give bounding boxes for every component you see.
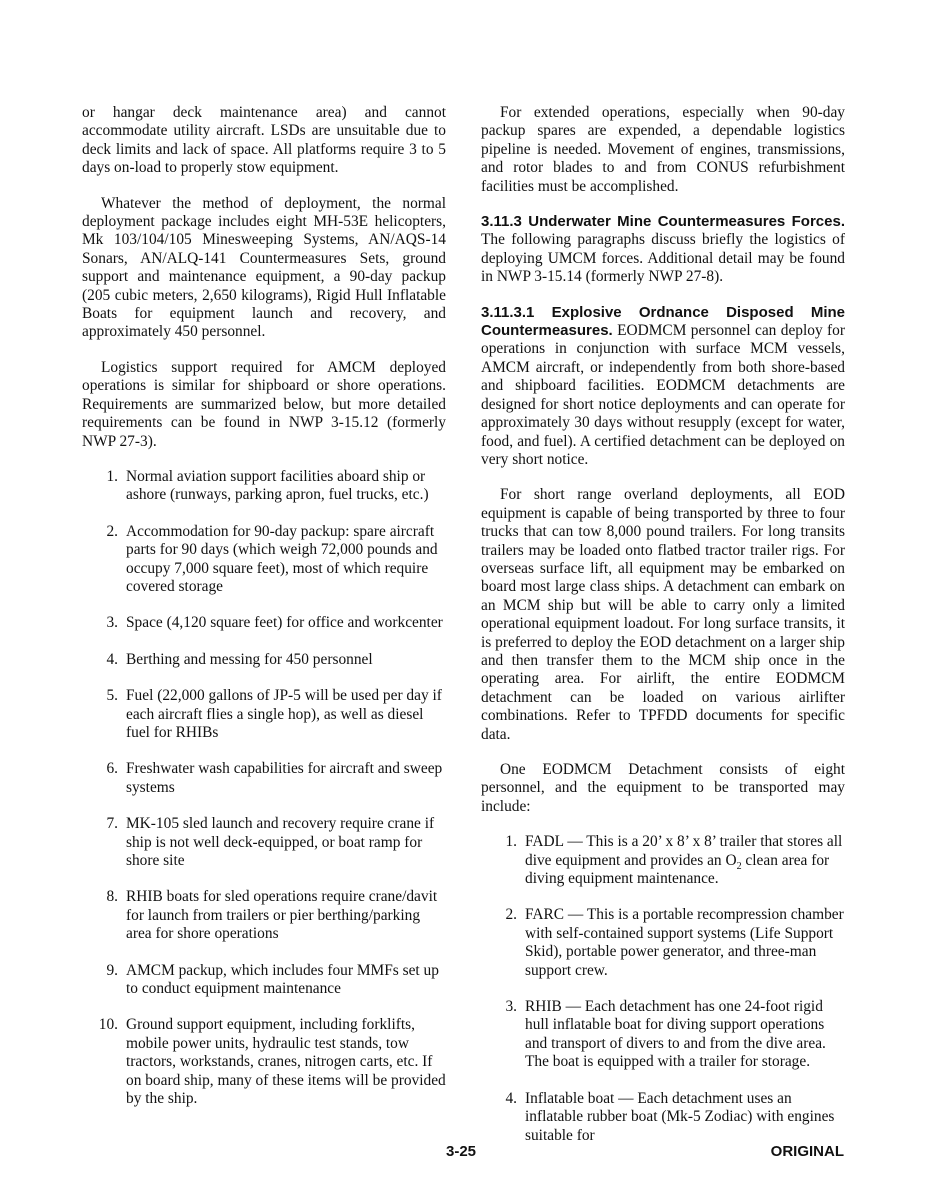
list-number: 8. bbox=[106, 888, 118, 906]
section-text: The following paragraphs discuss briefly the logistics of deploying UMCM forces. Additional detail may be found in NWP 3-15.14 (formerly NWP 27-8). bbox=[481, 231, 845, 286]
paragraph: Logistics support required for AMCM deployed operations is similar for shipboard or shore operations. Requirements are summarized below, but more detailed requirements can be found in NWP 3-15.12 (formerly NWP 27-3). bbox=[82, 358, 446, 450]
list-item bbox=[481, 998, 845, 1072]
list-text-part: FADL — This is a 20’ x 8’ x 8’ trailer that stores all dive equipment and provides an O bbox=[525, 833, 843, 869]
paragraph: Whatever the method of deployment, the normal deployment package includes eight MH-53E helicopters, Mk 103/104/105 Minesweeping Systems, AN/AQS-14 Sonars, AN/ALQ-141 Countermeasures Sets, ground support and maintenance equipment, a 90-day packup (205 cubic meters, 2,650 kilograms), Rigid Hull Inflatable Boats for equipment launch and recovery, and approximately 450 personnel. bbox=[82, 194, 446, 341]
section-heading: 3.11.3.1 Explosive Ordnance Disposed Mine Countermeasures. bbox=[481, 303, 845, 340]
list-text: AMCM packup, which includes four MMFs set up to conduct equipment maintenance bbox=[126, 961, 439, 998]
list-number: 6. bbox=[106, 760, 118, 778]
list-item bbox=[481, 833, 845, 888]
page-number: 3-25 bbox=[446, 1143, 477, 1160]
list-number: 2. bbox=[106, 522, 118, 540]
list-text: FARC — This is a portable recompression chamber with self-contained support systems (Life Support Skid), portable power generator, and three-man support crew. bbox=[525, 906, 844, 979]
list-text: Inflatable boat — Each detachment uses an inflatable rubber boat (Mk-5 Zodiac) with engines suitable for bbox=[525, 1089, 835, 1144]
list-text bbox=[525, 833, 845, 888]
document-status: ORIGINAL bbox=[770, 1143, 844, 1160]
list-text-part: clean area for diving equipment maintenance. bbox=[525, 851, 830, 888]
list-number: 2. bbox=[505, 906, 517, 924]
list-number: 4. bbox=[505, 1089, 517, 1107]
section-3-11-3-1 bbox=[481, 304, 845, 470]
list-number: 7. bbox=[106, 815, 118, 833]
list-text: Berthing and messing for 450 personnel bbox=[126, 650, 373, 668]
paragraph: or hangar deck maintenance area) and cannot accommodate utility aircraft. LSDs are unsuitable due to deck limits and lack of space. All platforms require 3 to 5 days on-load to properly stow equipment. bbox=[82, 104, 446, 177]
section-text: EODMCM personnel can deploy for operations in conjunction with surface MCM vessels, AMCM aircraft, or independently from both shore-based and shipboard facilities. EODMCM detachments are designed for short notice deployments and can operate for approximately 30 days without resupply (except for water, food, and fuel). A certified detachment can be deployed on very short notice. bbox=[481, 322, 845, 468]
list-text: Space (4,120 square feet) for office and workcenter bbox=[126, 614, 443, 632]
list-number: 3. bbox=[505, 998, 517, 1016]
right-column bbox=[481, 104, 845, 1163]
list-number: 3. bbox=[106, 614, 118, 632]
list-number: 9. bbox=[106, 961, 118, 979]
list-item bbox=[82, 1016, 446, 1108]
list-item bbox=[82, 651, 446, 669]
list-item bbox=[82, 888, 446, 943]
list-text: RHIB — Each detachment has one 24-foot rigid hull inflatable boat for diving support operations and transport of divers to and from the dive area. The boat is equipped with a trailer for storage. bbox=[525, 998, 826, 1071]
left-column bbox=[82, 104, 446, 1126]
list-item bbox=[82, 687, 446, 742]
list-number: 1. bbox=[505, 833, 517, 851]
list-number: 5. bbox=[106, 687, 118, 705]
list-number: 10. bbox=[98, 1016, 118, 1034]
list-text: Freshwater wash capabilities for aircraft and sweep systems bbox=[126, 760, 443, 796]
paragraph: For extended operations, especially when 90-day packup spares are expended, a dependable logistics pipeline is needed. Movement of engines, transmissions, and rotor blades to and from CONUS refurbishment facilities must be accomplished. bbox=[481, 104, 845, 195]
list-item bbox=[82, 614, 446, 632]
list-item bbox=[82, 468, 446, 505]
list-text: MK-105 sled launch and recovery require crane if ship is not well deck-equipped, or boat ramp for shore site bbox=[126, 815, 435, 869]
subscript: 2 bbox=[736, 860, 742, 872]
list-text: Accommodation for 90-day packup: spare aircraft parts for 90 days (which weigh 72,000 pounds and occupy 7,000 square feet), most of which require covered storage bbox=[126, 522, 438, 595]
paragraph: For short range overland deployments, all EOD equipment is capable of being transported by three to four trucks that can tow 8,000 pound trailers. For long transits trailers may be loaded onto flatbed tractor trailer rigs. For overseas surface lift, all equipment may be embarked on board most large class ships. A detachment can embark on an MCM ship but will be able to carry only a limited operational equipment loadout. For long surface transits, it is preferred to deploy the EOD detachment on a larger ship and then transfer them to the MCM ship once in the operating area. For airlift, the entire EODMCM detachment can be loaded on various airlifter combinations. Refer to TPFDD documents for specific data. bbox=[481, 486, 845, 743]
list-text: Fuel (22,000 gallons of JP-5 will be used per day if each aircraft flies a single hop), as well as diesel fuel for RHIBs bbox=[126, 687, 442, 741]
section-3-11-3 bbox=[481, 213, 845, 287]
list-item bbox=[82, 760, 446, 797]
list-text: Ground support equipment, including forklifts, mobile power units, hydraulic test stands, tow tractors, workstands, cranes, nitrogen carts, etc. If on board ship, many of these items will be provided by the ship. bbox=[126, 1016, 446, 1108]
section-heading: 3.11.3 Underwater Mine Countermeasures Forces. bbox=[481, 213, 845, 231]
list-item bbox=[82, 523, 446, 597]
equipment-list bbox=[481, 833, 845, 1145]
requirements-list bbox=[82, 468, 446, 1109]
list-item bbox=[82, 962, 446, 999]
list-number: 4. bbox=[106, 650, 118, 668]
list-text: Normal aviation support facilities aboard ship or ashore (runways, parking apron, fuel trucks, etc.) bbox=[126, 467, 429, 504]
list-item bbox=[82, 815, 446, 870]
list-item bbox=[481, 906, 845, 980]
paragraph: One EODMCM Detachment consists of eight personnel, and the equipment to be transported may include: bbox=[481, 761, 845, 815]
list-number: 1. bbox=[106, 467, 118, 485]
list-text: RHIB boats for sled operations require crane/davit for launch from trailers or pier berthing/parking area for shore operations bbox=[126, 888, 438, 943]
list-item bbox=[481, 1090, 845, 1145]
